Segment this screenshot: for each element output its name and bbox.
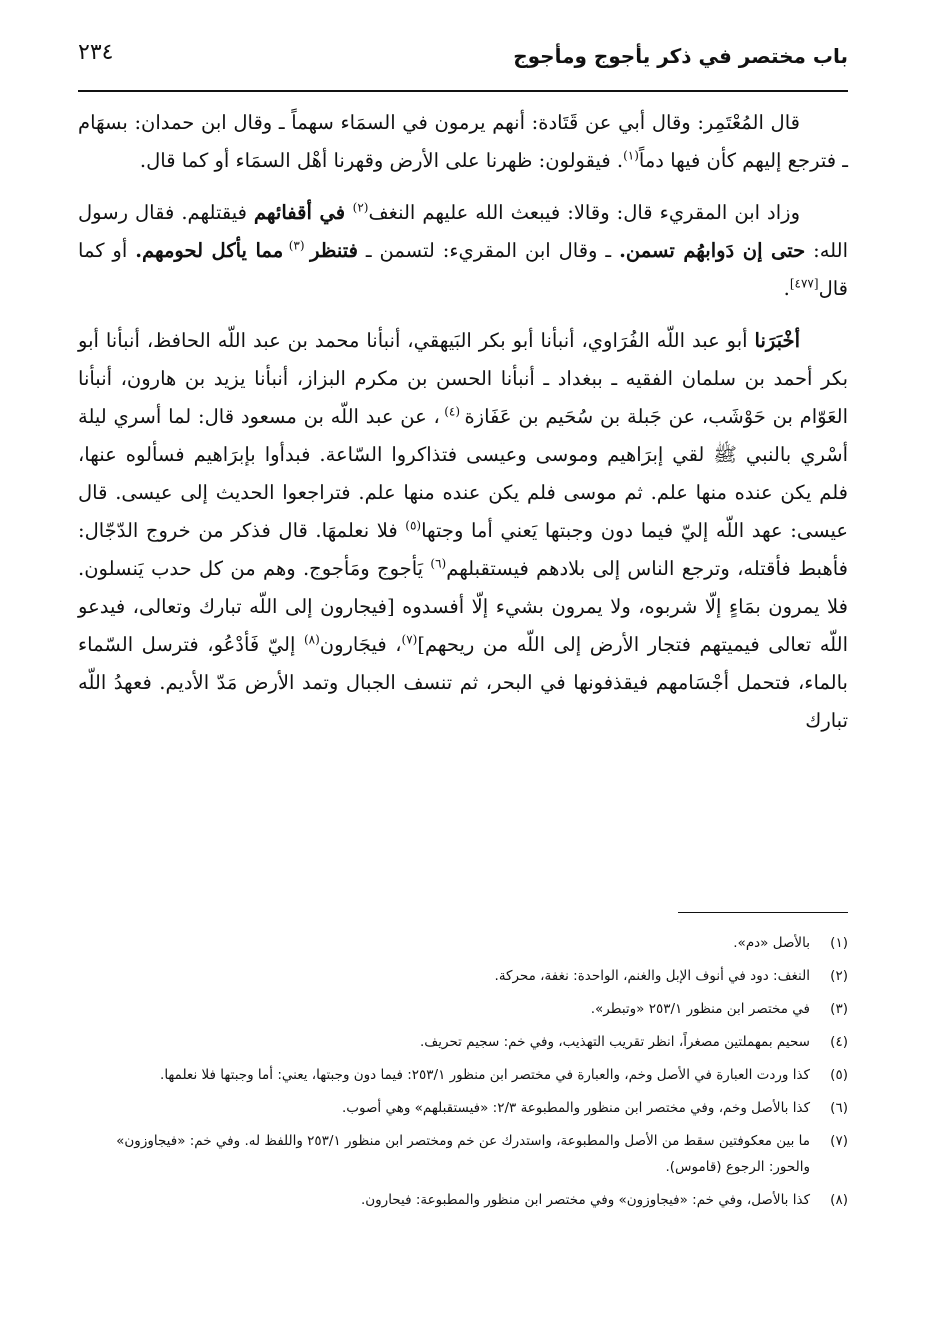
footnote-number: (٢) xyxy=(830,968,848,984)
footnote-number: (٨) xyxy=(830,1192,848,1208)
p1-end: . فيقولون: ظهرنا على الأرض وقهرنا أهْل السمَاء أو كما قال. xyxy=(139,149,624,172)
p3-a: أبو عبد اللّه الفُرَاوي، أنبأنا أبو بكر البَيهقي، أنبأنا محمد بن عبد اللّه الحافظ، أنبأنا أبو بكر أحمد بن سلمان الفقيه ـ ببغداد ـ أنبأنا الحسن بن مكرم البزاز، أنبأنا يزيد بن هارون، أنبأنا العَوّام بن حَوْشَب، عن جَبلة بن سُحَيم بن عَفَازة xyxy=(78,329,848,428)
footnote-text: في مختصر ابن منظور ٢٥٣/١ «وتبطر». xyxy=(590,1001,810,1017)
p2-f: فتنظر xyxy=(310,239,358,262)
footnote-number: (٤) xyxy=(830,1034,848,1050)
footnote-1 xyxy=(90,930,848,956)
footnote-ref-7[interactable]: (٧) xyxy=(401,632,418,647)
page-number: ٢٣٤ xyxy=(78,40,114,65)
footnote-7 xyxy=(90,1128,848,1180)
footnote-number: (١) xyxy=(830,935,848,951)
p3-lead: أخْبَرَنا xyxy=(754,329,800,352)
footnote-3 xyxy=(90,996,848,1022)
footnote-ref-4[interactable]: (٤) xyxy=(439,404,465,419)
footnote-8 xyxy=(90,1187,848,1213)
footnote-ref-3[interactable]: (٣) xyxy=(283,238,311,253)
paragraph-1 xyxy=(78,104,848,180)
footnote-number: (٣) xyxy=(830,1001,848,1017)
footnote-text: ما بين معكوفتين سقط من الأصل والمطبوعة، واستدرك عن خم ومختصر ابن منظور ٢٥٣/١ واللفظ له. وفي خم: «فيجاوزون» والحور: الرجوع (قاموس). xyxy=(116,1133,810,1175)
p2-g: مما يأكل لحومهم. xyxy=(135,239,284,262)
footnote-number: (٧) xyxy=(830,1133,848,1149)
footnote-ref-6[interactable]: (٦) xyxy=(430,556,447,571)
footnote-6 xyxy=(90,1095,848,1121)
source-page-ref: [٤٧٧] xyxy=(789,276,819,291)
footnote-ref-5[interactable]: (٥) xyxy=(405,518,422,533)
paragraph-3 xyxy=(78,322,848,740)
footnote-number: (٦) xyxy=(830,1100,848,1116)
footnote-text: سحيم بمهملتين مصغراً، انظر تقريب التهذيب، وفي خم: سجيم تحريف. xyxy=(419,1034,810,1050)
footnote-text: كذا وردت العبارة في الأصل وخم، والعبارة في مختصر ابن منظور ٢٥٣/١: فيما دون وجبتها، يعني: أما وجبتها فلا نعلمها. xyxy=(160,1067,810,1083)
main-text xyxy=(78,104,848,754)
p2-d: حتى إن دَوابهُم تسمن. xyxy=(619,239,806,262)
p2-h: أو كما قال xyxy=(78,239,848,300)
chapter-title: باب مختصر في ذكر يأجوج ومأجوج xyxy=(513,44,848,68)
footnote-text: كذا بالأصل وخم، وفي مختصر ابن منظور والمطبوعة ٢/٣: «فيستقبلهم» وهي أصوب. xyxy=(341,1100,810,1116)
footnote-4 xyxy=(90,1029,848,1055)
footnote-number: (٥) xyxy=(830,1067,848,1083)
p3-f: إليّ فَأدْعُو، فترسل السّماء بالماء، فتحمل أجْسَامهم فيقذفونها في البحر، ثم تنسف الجبال وتمد الأرض مَدّ الأديم. فعهدُ اللّه تبارك xyxy=(78,633,848,732)
running-header xyxy=(78,40,848,92)
footnote-text: كذا بالأصل، وفي خم: «فيجاوزون» وفي مختصر ابن منظور والمطبوعة: فيحارون. xyxy=(360,1192,810,1208)
p2-b: في أقفائهم xyxy=(253,201,353,224)
p2-end: . xyxy=(783,277,790,300)
footnote-text: النغف: دود في أنوف الإبل والغنم، الواحدة: نغفة، محركة. xyxy=(494,968,810,984)
footnote-ref-1[interactable]: (١) xyxy=(623,148,639,163)
p2-e: ـ وقال ابن المقريء: لتسمن ـ xyxy=(357,239,620,262)
footnote-divider xyxy=(678,912,848,913)
paragraph-2 xyxy=(78,194,848,308)
p2-c: فيقتلهم. فقال رسول الله: xyxy=(78,201,848,262)
footnote-ref-8[interactable]: (٨) xyxy=(303,632,320,647)
footnote-text: بالأصل «دم». xyxy=(733,935,810,951)
p3-c: فلا نعلمهَا. قال فذكر من خروج الدّجّال: فأهبط فأقتله، وترجع الناس إلى بلادهم فيستقبلهم xyxy=(78,519,848,580)
p3-b: ، عن عبد اللّه بن مسعود قال: لما أسري ليلة أسْري بالنبي ﷺ لقي إبرَاهيم وموسى وعيسى فتذاكروا السّاعة. فبدأوا بإبرَاهيم فسألوه عنها، فلم يكن عنده منها علم. ثم موسى فلم يكن عنده منها علم. فتراجعوا الحديث إلى عيسى. قال عيسى: عهد اللّه إليّ فيما دون وجبتها يَعني أما وجتها xyxy=(78,405,848,542)
footnote-5 xyxy=(90,1062,848,1088)
footnotes xyxy=(90,930,848,1220)
footnote-ref-2[interactable]: (٢) xyxy=(352,200,369,215)
footnote-2 xyxy=(90,963,848,989)
p1-text: قال المُعْتَمِر: وقال أبي عن قَتَادة: أنهم يرمون في السمَاء سهماً ـ وقال ابن حمدان: بسهَام ـ فترجع إليهم كأن فيها دماً xyxy=(78,111,848,172)
p2-a: وزاد ابن المقريء قال: وقالا: فيبعث الله عليهم النغف xyxy=(368,201,800,224)
p3-d: يَأجوج ومَأجوج. وهم من كل حدب يَنسلون. فلا يمرون بمَاءٍ إلّا شربوه، ولا يمرون بشيء إلّا أفسدوه [فيجارون إلى اللّه تبارك وتعالى، فيدعو اللّه تعالى فيميتهم فتجار الأرض إلى اللّه من ريحهم] xyxy=(78,557,848,656)
p3-e: ، فيجَارون xyxy=(319,633,402,656)
